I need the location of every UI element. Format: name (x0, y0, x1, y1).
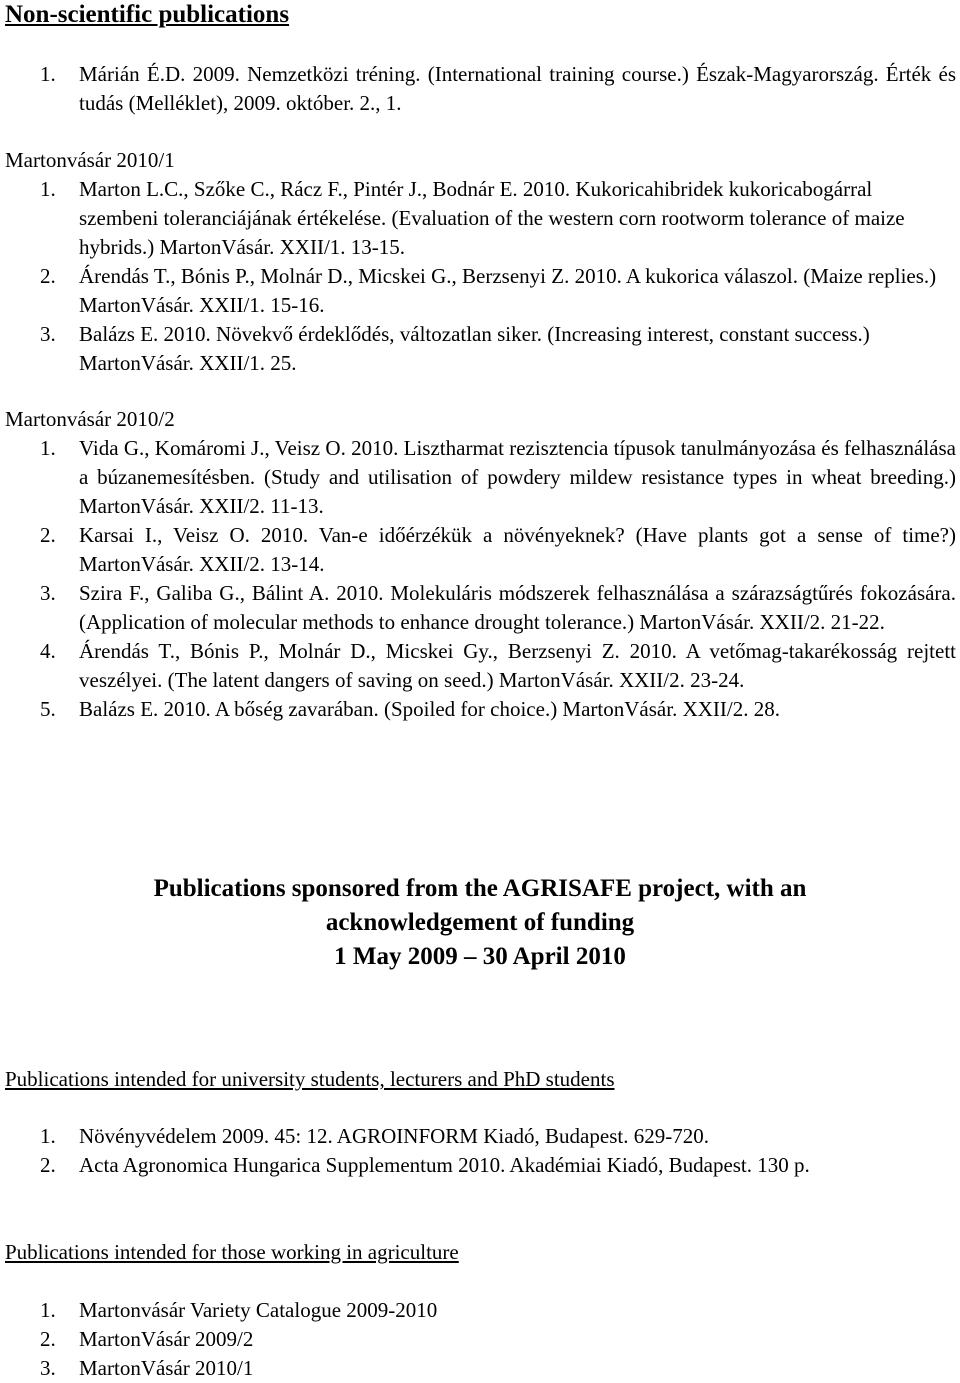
item-number: 1. (40, 62, 56, 86)
item-number: 1. (40, 436, 56, 460)
item-number: 4. (40, 639, 56, 663)
list-item (0, 695, 956, 724)
sponsor-line-2: acknowledgement of funding (325, 909, 635, 936)
martonvasar-2010-2-list (0, 434, 956, 724)
list-item (0, 175, 956, 262)
item-text: Martonvásár Variety Catalogue 2009-2010 (79, 1298, 438, 1322)
item-number: 2. (40, 1327, 56, 1351)
list-item (0, 521, 956, 579)
item-text: Balázs E. 2010. Növekvő érdeklődés, változatlan siker. (Increasing interest, constant success.) MartonVásár. XXII/1. 25. (79, 322, 870, 375)
list-item (0, 320, 956, 378)
item-number: 5. (40, 697, 56, 721)
martonvasar-2010-1-list (0, 175, 956, 378)
item-text: Balázs E. 2010. A bőség zavarában. (Spoiled for choice.) MartonVásár. XXII/2. 28. (79, 697, 780, 721)
list-item (0, 1325, 956, 1354)
item-number: 2. (40, 1153, 56, 1177)
item-number: 2. (40, 264, 56, 288)
sponsored-publications-heading (0, 872, 960, 974)
item-text: Szira F., Galiba G., Bálint A. 2010. Molekuláris módszerek felhasználása a szárazságtűrés fokozására. (Application of molecular methods to enhance drought tolerance.) MartonVásár. XXII/2. 21-22. (79, 581, 956, 634)
item-text: Acta Agronomica Hungarica Supplementum 2010. Akadémiai Kiadó, Budapest. 130 p. (79, 1153, 810, 1177)
list-item (0, 60, 956, 118)
list-item (0, 1151, 956, 1180)
item-text: Karsai I., Veisz O. 2010. Van-e időérzékük a növényeknek? (Have plants got a sense of time?) MartonVásár. XXII/2. 13-14. (79, 523, 956, 576)
item-text: Marton L.C., Szőke C., Rácz F., Pintér J., Bodnár E. 2010. Kukoricahibridek kukoricabogárral szembeni toleranciájának értékelése. (Evaluation of the western corn rootworm tolerance of maize hybrids.) MartonVásár. XXII/1. 13-15. (79, 177, 905, 259)
agriculture-publications-heading: Publications intended for those working in agriculture (5, 1240, 459, 1264)
agriculture-publications-list (0, 1296, 956, 1383)
item-number: 3. (40, 581, 56, 605)
item-text: Vida G., Komáromi J., Veisz O. 2010. Lisztharmat rezisztencia típusok tanulmányozása és felhasználása a búzanemesítésben. (Study and utilisation of powdery mildew resistance types in wheat breeding.) MartonVásár. XXII/2. 11-13. (79, 436, 956, 518)
item-text: Növényvédelem 2009. 45: 12. AGROINFORM Kiadó, Budapest. 629-720. (79, 1124, 709, 1148)
university-publications-heading: Publications intended for university students, lecturers and PhD students (5, 1067, 615, 1091)
list-item (0, 262, 956, 320)
list-item (0, 579, 956, 637)
item-number: 3. (40, 322, 56, 346)
item-number: 1. (40, 177, 56, 201)
martonvasar-2010-1-heading: Martonvásár 2010/1 (5, 148, 175, 172)
item-number: 1. (40, 1298, 56, 1322)
list-item (0, 637, 956, 695)
item-text: Árendás T., Bónis P., Molnár D., Micskei G., Berzsenyi Z. 2010. A kukorica válaszol. (Maize replies.) MartonVásár. XXII/1. 15-16. (79, 264, 937, 317)
item-text: Árendás T., Bónis P., Molnár D., Micskei Gy., Berzsenyi Z. 2010. A vetőmag-takarékosság rejtett veszélyei. (The latent dangers of saving on seed.) MartonVásár. XXII/2. 23-24. (79, 639, 956, 692)
sponsor-line-1: Publications sponsored from the AGRISAFE project, with an (153, 875, 807, 902)
sponsor-line-3: 1 May 2009 – 30 April 2010 (334, 943, 626, 970)
university-publications-list (0, 1122, 956, 1180)
martonvasar-2010-2-heading: Martonvásár 2010/2 (5, 407, 175, 431)
item-text: MartonVásár 2010/1 (79, 1356, 254, 1380)
item-number: 1. (40, 1124, 56, 1148)
item-number: 2. (40, 523, 56, 547)
item-number: 3. (40, 1356, 56, 1380)
list-item (0, 434, 956, 521)
list-item (0, 1122, 956, 1151)
item-text: MartonVásár 2009/2 (79, 1327, 254, 1351)
intro-publication-list (0, 60, 956, 118)
list-item (0, 1296, 956, 1325)
section-title: Non-scientific publications (5, 1, 290, 28)
item-text: Márián É.D. 2009. Nemzetközi tréning. (International training course.) Észak-Magyarország. Érték és tudás (Melléklet), 2009. október. 2., 1. (79, 62, 956, 115)
